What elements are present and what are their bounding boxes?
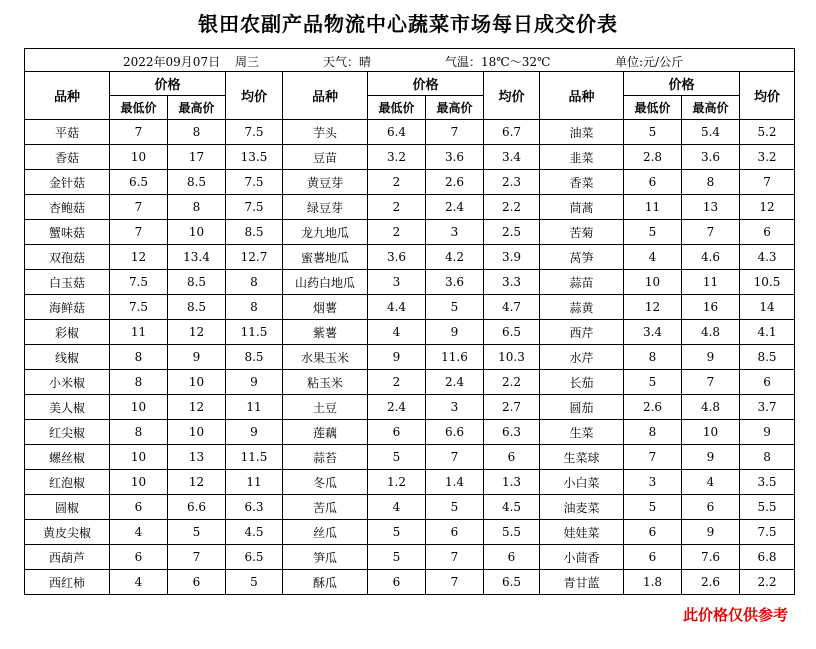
max-price: 3.6 xyxy=(426,270,484,295)
variety-name: 韭菜 xyxy=(540,145,624,170)
max-price: 6.6 xyxy=(426,420,484,445)
weekday-label: 周三 xyxy=(235,55,260,69)
max-price: 4.6 xyxy=(682,245,740,270)
max-price: 13.4 xyxy=(168,245,226,270)
table-row xyxy=(25,270,795,295)
min-price: 10 xyxy=(110,395,168,420)
min-price: 6 xyxy=(110,545,168,570)
table-row xyxy=(25,170,795,195)
max-price: 8.5 xyxy=(168,170,226,195)
max-price: 4.8 xyxy=(682,395,740,420)
avg-price: 4.5 xyxy=(226,520,283,545)
min-price: 10 xyxy=(110,445,168,470)
max-price: 5 xyxy=(426,295,484,320)
max-price: 5 xyxy=(168,520,226,545)
max-price: 9 xyxy=(682,345,740,370)
min-price: 7 xyxy=(110,220,168,245)
avg-price: 8 xyxy=(226,270,283,295)
avg-price: 6.5 xyxy=(484,570,540,595)
max-price: 12 xyxy=(168,470,226,495)
table-row xyxy=(25,395,795,420)
min-price: 11 xyxy=(624,195,682,220)
variety-name: 杏鲍菇 xyxy=(25,195,110,220)
min-price: 3.6 xyxy=(368,245,426,270)
min-price: 5 xyxy=(624,220,682,245)
min-price: 6 xyxy=(368,570,426,595)
variety-name: 香菜 xyxy=(540,170,624,195)
max-price: 7 xyxy=(682,370,740,395)
avg-price: 11.5 xyxy=(226,445,283,470)
variety-name: 西红柿 xyxy=(25,570,110,595)
avg-price: 3.5 xyxy=(740,470,795,495)
header-min: 最低价 xyxy=(368,96,426,120)
header-variety: 品种 xyxy=(540,72,624,120)
avg-price: 11 xyxy=(226,395,283,420)
variety-name: 土豆 xyxy=(283,395,368,420)
avg-price: 14 xyxy=(740,295,795,320)
avg-price: 2.3 xyxy=(484,170,540,195)
min-price: 6.5 xyxy=(110,170,168,195)
header-min: 最低价 xyxy=(624,96,682,120)
max-price: 2.4 xyxy=(426,195,484,220)
avg-price: 1.3 xyxy=(484,470,540,495)
variety-name: 生菜球 xyxy=(540,445,624,470)
min-price: 5 xyxy=(624,120,682,145)
table-row xyxy=(25,220,795,245)
table-row xyxy=(25,445,795,470)
max-price: 7 xyxy=(168,545,226,570)
variety-name: 小米椒 xyxy=(25,370,110,395)
max-price: 12 xyxy=(168,320,226,345)
avg-price: 6.3 xyxy=(484,420,540,445)
variety-name: 山药白地瓜 xyxy=(283,270,368,295)
min-price: 2 xyxy=(368,220,426,245)
avg-price: 5 xyxy=(226,570,283,595)
max-price: 11.6 xyxy=(426,345,484,370)
max-price: 4 xyxy=(682,470,740,495)
max-price: 3 xyxy=(426,220,484,245)
table-row xyxy=(25,545,795,570)
variety-name: 平菇 xyxy=(25,120,110,145)
page-title: 银田农副产品物流中心蔬菜市场每日成交价表 xyxy=(198,12,618,36)
max-price: 8 xyxy=(682,170,740,195)
table-row xyxy=(25,345,795,370)
max-price: 5 xyxy=(426,495,484,520)
variety-name: 生菜 xyxy=(540,420,624,445)
table-row xyxy=(25,145,795,170)
avg-price: 3.3 xyxy=(484,270,540,295)
min-price: 3.2 xyxy=(368,145,426,170)
max-price: 8.5 xyxy=(168,270,226,295)
min-price: 6.4 xyxy=(368,120,426,145)
table-row xyxy=(25,370,795,395)
avg-price: 13.5 xyxy=(226,145,283,170)
avg-price: 8.5 xyxy=(226,220,283,245)
header-min: 最低价 xyxy=(110,96,168,120)
variety-name: 线椒 xyxy=(25,345,110,370)
variety-name: 蒜苗 xyxy=(540,270,624,295)
variety-name: 笋瓜 xyxy=(283,545,368,570)
avg-price: 5.2 xyxy=(740,120,795,145)
variety-name: 冬瓜 xyxy=(283,470,368,495)
variety-name: 绿豆芽 xyxy=(283,195,368,220)
max-price: 7 xyxy=(426,445,484,470)
min-price: 4 xyxy=(368,495,426,520)
min-price: 3 xyxy=(624,470,682,495)
avg-price: 2.7 xyxy=(484,395,540,420)
max-price: 10 xyxy=(168,220,226,245)
table-row xyxy=(25,120,795,145)
min-price: 6 xyxy=(624,520,682,545)
min-price: 2.8 xyxy=(624,145,682,170)
table-row xyxy=(25,420,795,445)
variety-name: 紫薯 xyxy=(283,320,368,345)
header-max: 最高价 xyxy=(682,96,740,120)
variety-name: 圆茄 xyxy=(540,395,624,420)
weather-label: 天气：晴 xyxy=(323,55,372,69)
min-price: 12 xyxy=(624,295,682,320)
max-price: 6 xyxy=(168,570,226,595)
avg-price: 8.5 xyxy=(740,345,795,370)
max-price: 10 xyxy=(168,420,226,445)
unit-label: 单位:元/公斤 xyxy=(615,55,684,69)
avg-price: 4.5 xyxy=(484,495,540,520)
max-price: 9 xyxy=(682,445,740,470)
max-price: 6.6 xyxy=(168,495,226,520)
avg-price: 2.2 xyxy=(740,570,795,595)
max-price: 8 xyxy=(168,195,226,220)
variety-name: 黄豆芽 xyxy=(283,170,368,195)
min-price: 2.4 xyxy=(368,395,426,420)
min-price: 7 xyxy=(624,445,682,470)
avg-price: 5.5 xyxy=(484,520,540,545)
min-price: 10 xyxy=(624,270,682,295)
table-row xyxy=(25,495,795,520)
min-price: 3 xyxy=(368,270,426,295)
header-avg: 均价 xyxy=(484,72,540,120)
max-price: 8.5 xyxy=(168,295,226,320)
variety-name: 蒜黄 xyxy=(540,295,624,320)
max-price: 9 xyxy=(426,320,484,345)
date-label: 2022年09月07日 xyxy=(123,55,221,69)
variety-name: 茼蒿 xyxy=(540,195,624,220)
avg-price: 8.5 xyxy=(226,345,283,370)
variety-name: 娃娃菜 xyxy=(540,520,624,545)
min-price: 6 xyxy=(110,495,168,520)
avg-price: 10.3 xyxy=(484,345,540,370)
table-row xyxy=(25,245,795,270)
avg-price: 11.5 xyxy=(226,320,283,345)
table-row xyxy=(25,295,795,320)
min-price: 10 xyxy=(110,145,168,170)
variety-name: 酥瓜 xyxy=(283,570,368,595)
avg-price: 8 xyxy=(740,445,795,470)
variety-name: 苦菊 xyxy=(540,220,624,245)
avg-price: 12.7 xyxy=(226,245,283,270)
min-price: 2.6 xyxy=(624,395,682,420)
variety-name: 蟹味菇 xyxy=(25,220,110,245)
min-price: 3.4 xyxy=(624,320,682,345)
max-price: 1.4 xyxy=(426,470,484,495)
avg-price: 7.5 xyxy=(740,520,795,545)
variety-name: 彩椒 xyxy=(25,320,110,345)
avg-price: 3.9 xyxy=(484,245,540,270)
variety-name: 圆椒 xyxy=(25,495,110,520)
avg-price: 3.7 xyxy=(740,395,795,420)
min-price: 4.4 xyxy=(368,295,426,320)
max-price: 3 xyxy=(426,395,484,420)
min-price: 4 xyxy=(110,570,168,595)
min-price: 7.5 xyxy=(110,295,168,320)
max-price: 6 xyxy=(682,495,740,520)
max-price: 11 xyxy=(682,270,740,295)
table-row xyxy=(25,320,795,345)
variety-name: 烟薯 xyxy=(283,295,368,320)
variety-name: 莲藕 xyxy=(283,420,368,445)
variety-name: 小白菜 xyxy=(540,470,624,495)
table-body xyxy=(25,120,795,595)
avg-price: 6.8 xyxy=(740,545,795,570)
avg-price: 6.5 xyxy=(484,320,540,345)
table-row xyxy=(25,470,795,495)
header-price: 价格 xyxy=(624,72,740,96)
variety-name: 双孢菇 xyxy=(25,245,110,270)
variety-name: 莴笋 xyxy=(540,245,624,270)
max-price: 4.2 xyxy=(426,245,484,270)
avg-price: 4.1 xyxy=(740,320,795,345)
avg-price: 7 xyxy=(740,170,795,195)
min-price: 2 xyxy=(368,170,426,195)
min-price: 1.2 xyxy=(368,470,426,495)
max-price: 5.4 xyxy=(682,120,740,145)
variety-name: 白玉菇 xyxy=(25,270,110,295)
avg-price: 6.3 xyxy=(226,495,283,520)
max-price: 13 xyxy=(168,445,226,470)
max-price: 3.6 xyxy=(426,145,484,170)
variety-name: 青甘蓝 xyxy=(540,570,624,595)
max-price: 12 xyxy=(168,395,226,420)
min-price: 8 xyxy=(624,420,682,445)
avg-price: 6 xyxy=(740,220,795,245)
avg-price: 2.2 xyxy=(484,370,540,395)
variety-name: 豆苗 xyxy=(283,145,368,170)
min-price: 7 xyxy=(110,195,168,220)
info-row xyxy=(25,49,795,72)
avg-price: 10.5 xyxy=(740,270,795,295)
variety-name: 粘玉米 xyxy=(283,370,368,395)
min-price: 5 xyxy=(368,545,426,570)
avg-price: 9 xyxy=(226,370,283,395)
variety-name: 美人椒 xyxy=(25,395,110,420)
max-price: 10 xyxy=(682,420,740,445)
info-cell xyxy=(25,49,795,72)
temperature-label: 气温：18℃～32℃ xyxy=(445,55,551,69)
variety-name: 黄皮尖椒 xyxy=(25,520,110,545)
variety-name: 小茴香 xyxy=(540,545,624,570)
avg-price: 6.7 xyxy=(484,120,540,145)
max-price: 17 xyxy=(168,145,226,170)
max-price: 7.6 xyxy=(682,545,740,570)
min-price: 11 xyxy=(110,320,168,345)
variety-name: 龙九地瓜 xyxy=(283,220,368,245)
min-price: 10 xyxy=(110,470,168,495)
variety-name: 芋头 xyxy=(283,120,368,145)
variety-name: 红尖椒 xyxy=(25,420,110,445)
min-price: 7 xyxy=(110,120,168,145)
avg-price: 3.4 xyxy=(484,145,540,170)
header-max: 最高价 xyxy=(426,96,484,120)
min-price: 6 xyxy=(368,420,426,445)
avg-price: 3.2 xyxy=(740,145,795,170)
min-price: 7.5 xyxy=(110,270,168,295)
avg-price: 9 xyxy=(740,420,795,445)
avg-price: 6.5 xyxy=(226,545,283,570)
min-price: 5 xyxy=(368,520,426,545)
max-price: 4.8 xyxy=(682,320,740,345)
avg-price: 6 xyxy=(484,545,540,570)
variety-name: 油麦菜 xyxy=(540,495,624,520)
price-table xyxy=(24,48,795,595)
min-price: 6 xyxy=(624,545,682,570)
header-price: 价格 xyxy=(110,72,226,96)
min-price: 5 xyxy=(368,445,426,470)
header-price: 价格 xyxy=(368,72,484,96)
max-price: 13 xyxy=(682,195,740,220)
header-variety: 品种 xyxy=(283,72,368,120)
avg-price: 2.5 xyxy=(484,220,540,245)
min-price: 1.8 xyxy=(624,570,682,595)
variety-name: 蒜苔 xyxy=(283,445,368,470)
variety-name: 丝瓜 xyxy=(283,520,368,545)
header-variety: 品种 xyxy=(25,72,110,120)
min-price: 4 xyxy=(110,520,168,545)
max-price: 3.6 xyxy=(682,145,740,170)
min-price: 4 xyxy=(368,320,426,345)
variety-name: 金针菇 xyxy=(25,170,110,195)
avg-price: 4.7 xyxy=(484,295,540,320)
header-avg: 均价 xyxy=(740,72,795,120)
variety-name: 香菇 xyxy=(25,145,110,170)
max-price: 16 xyxy=(682,295,740,320)
max-price: 6 xyxy=(426,520,484,545)
min-price: 8 xyxy=(110,370,168,395)
header-row-1 xyxy=(25,72,795,96)
min-price: 8 xyxy=(110,420,168,445)
table-row xyxy=(25,570,795,595)
variety-name: 蜜薯地瓜 xyxy=(283,245,368,270)
header-row-2 xyxy=(25,96,795,120)
variety-name: 长茄 xyxy=(540,370,624,395)
max-price: 9 xyxy=(682,520,740,545)
table-row xyxy=(25,520,795,545)
variety-name: 水果玉米 xyxy=(283,345,368,370)
max-price: 2.4 xyxy=(426,370,484,395)
min-price: 2 xyxy=(368,370,426,395)
avg-price: 5.5 xyxy=(740,495,795,520)
min-price: 8 xyxy=(624,345,682,370)
header-max: 最高价 xyxy=(168,96,226,120)
variety-name: 苦瓜 xyxy=(283,495,368,520)
min-price: 4 xyxy=(624,245,682,270)
max-price: 7 xyxy=(682,220,740,245)
max-price: 2.6 xyxy=(426,170,484,195)
variety-name: 西葫芦 xyxy=(25,545,110,570)
max-price: 8 xyxy=(168,120,226,145)
min-price: 5 xyxy=(624,370,682,395)
min-price: 5 xyxy=(624,495,682,520)
avg-price: 2.2 xyxy=(484,195,540,220)
avg-price: 7.5 xyxy=(226,120,283,145)
table-row xyxy=(25,195,795,220)
avg-price: 6 xyxy=(484,445,540,470)
max-price: 2.6 xyxy=(682,570,740,595)
max-price: 9 xyxy=(168,345,226,370)
avg-price: 4.3 xyxy=(740,245,795,270)
avg-price: 7.5 xyxy=(226,170,283,195)
min-price: 8 xyxy=(110,345,168,370)
max-price: 7 xyxy=(426,120,484,145)
disclaimer-note: 此价格仅供参考 xyxy=(682,606,788,624)
variety-name: 水芹 xyxy=(540,345,624,370)
avg-price: 6 xyxy=(740,370,795,395)
min-price: 6 xyxy=(624,170,682,195)
min-price: 2 xyxy=(368,195,426,220)
variety-name: 海鲜菇 xyxy=(25,295,110,320)
min-price: 12 xyxy=(110,245,168,270)
min-price: 9 xyxy=(368,345,426,370)
avg-price: 9 xyxy=(226,420,283,445)
variety-name: 西芹 xyxy=(540,320,624,345)
avg-price: 8 xyxy=(226,295,283,320)
variety-name: 红泡椒 xyxy=(25,470,110,495)
avg-price: 11 xyxy=(226,470,283,495)
header-avg: 均价 xyxy=(226,72,283,120)
max-price: 7 xyxy=(426,570,484,595)
max-price: 10 xyxy=(168,370,226,395)
avg-price: 12 xyxy=(740,195,795,220)
avg-price: 7.5 xyxy=(226,195,283,220)
max-price: 7 xyxy=(426,545,484,570)
variety-name: 油菜 xyxy=(540,120,624,145)
variety-name: 螺丝椒 xyxy=(25,445,110,470)
